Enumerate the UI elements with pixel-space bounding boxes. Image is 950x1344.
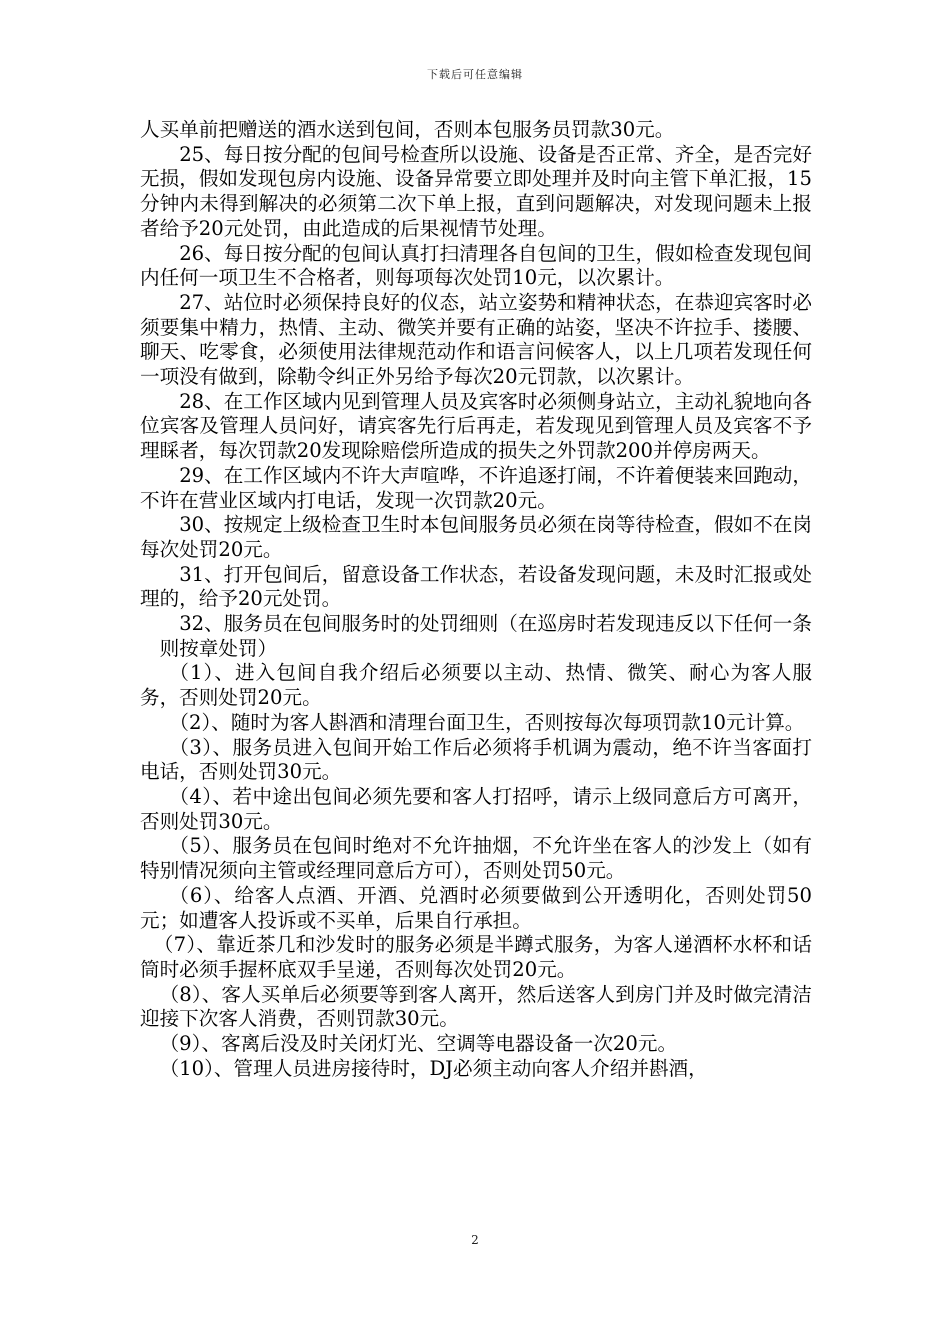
paragraph-continuation: 人买单前把赠送的酒水送到包间，否则本包服务员罚款30元。 bbox=[140, 118, 675, 141]
paragraph-rule-26: 26、每日按分配的包间认真打扫清理各自包间的卫生，假如检查发现包间内任何一项卫生不合格者，则每项每次处罚10元，以次累计。 bbox=[140, 241, 812, 290]
paragraph-item-7: （7）、靠近茶几和沙发时的服务必须是半蹲式服务，为客人递酒杯水杯和话筒时必须手握杯底双手呈递，否则每次处罚20元。 bbox=[140, 933, 812, 981]
paragraph-item-2: （2）、随时为客人斟酒和清理台面卫生，否则按每次每项罚款10元计算。 bbox=[169, 710, 805, 734]
paragraph-rule-31: 31、打开包间后，留意设备工作状态，若设备发现问题，未及时汇报或处理的，给予20元处罚。 bbox=[140, 562, 812, 611]
paragraph-item-8: （8）、客人买单后必须要等到客人离开，然后送客人到房门并及时做完清洁迎接下次客人消费，否则罚款30元。 bbox=[140, 982, 812, 1031]
paragraph-rule-25: 25、每日按分配的包间号检查所以设施、设备是否正常、齐全，是否完好无损，假如发现包房内设施、设备异常要立即处理并及时向主管下单汇报，15分钟内未得到解决的必须第二次下单上报，直到问题解决，对发现问题未上报者给予20元处罚，由此造成的后果视情节处理。 bbox=[140, 142, 812, 240]
paragraph-item-1: （1）、进入包间自我介绍后必须要以主动、热情、微笑、耐心为客人服务，否则处罚20元。 bbox=[140, 661, 812, 710]
paragraph-item-10: （10）、管理人员进房接待时，DJ必须主动向客人介绍并斟酒， bbox=[159, 1056, 708, 1080]
paragraph-rule-27: 27、站位时必须保持良好的仪态，站立姿势和精神状态，在恭迎宾客时必须要集中精力，热情、主动、微笑并要有正确的站姿，坚决不许拉手、搂腰、聊天、吃零食，必须使用法律规范动作和语言问候客人，以上几项若发现任何一项没有做到，除勒令纠正外另给予每次20元罚款，以次累计。 bbox=[140, 290, 812, 389]
document-body bbox=[140, 118, 812, 1081]
paragraph-item-4: （4）、若中途出包间必须先要和客人打招呼，请示上级同意后方可离开，否则处罚30元。 bbox=[140, 784, 812, 833]
paragraph-item-6: （6）、给客人点酒、开酒、兑酒时必须要做到公开透明化，否则处罚50元；如遭客人投诉或不买单，后果自行承担。 bbox=[140, 883, 812, 932]
page-number: 2 bbox=[471, 1233, 479, 1247]
page-header: 下载后可任意编辑 bbox=[427, 68, 523, 81]
paragraph-rule-32: 32、服务员在包间服务时的处罚细则（在巡房时若发现违反以下任何一条则按章处罚） bbox=[159, 612, 812, 660]
paragraph-rule-29: 29、在工作区域内不许大声喧哗，不许追逐打闹，不许着便装来回跑动，不许在营业区域内打电话，发现一次罚款20元。 bbox=[140, 463, 812, 512]
paragraph-item-3: （3）、服务员进入包间开始工作后必须将手机调为震动，绝不许当客面打电话，否则处罚30元。 bbox=[140, 735, 812, 784]
paragraph-rule-28: 28、在工作区域内见到管理人员及宾客时必须侧身站立，主动礼貌地向各位宾客及管理人员问好，请宾客先行后再走，若发现见到管理人员及宾客不予理睬者，每次罚款20发现除赔偿所造成的损失之外罚款200并停房两天。 bbox=[140, 389, 812, 463]
paragraph-item-9: （9）、客离后没及时关闭灯光、空调等电器设备一次20元。 bbox=[159, 1032, 678, 1056]
paragraph-item-5: （5）、服务员在包间时绝对不允许抽烟，不允许坐在客人的沙发上（如有特别情况须向主管或经理同意后方可），否则处罚50元。 bbox=[140, 834, 812, 883]
paragraph-rule-30: 30、按规定上级检查卫生时本包间服务员必须在岗等待检查，假如不在岗每次处罚20元。 bbox=[140, 513, 812, 561]
